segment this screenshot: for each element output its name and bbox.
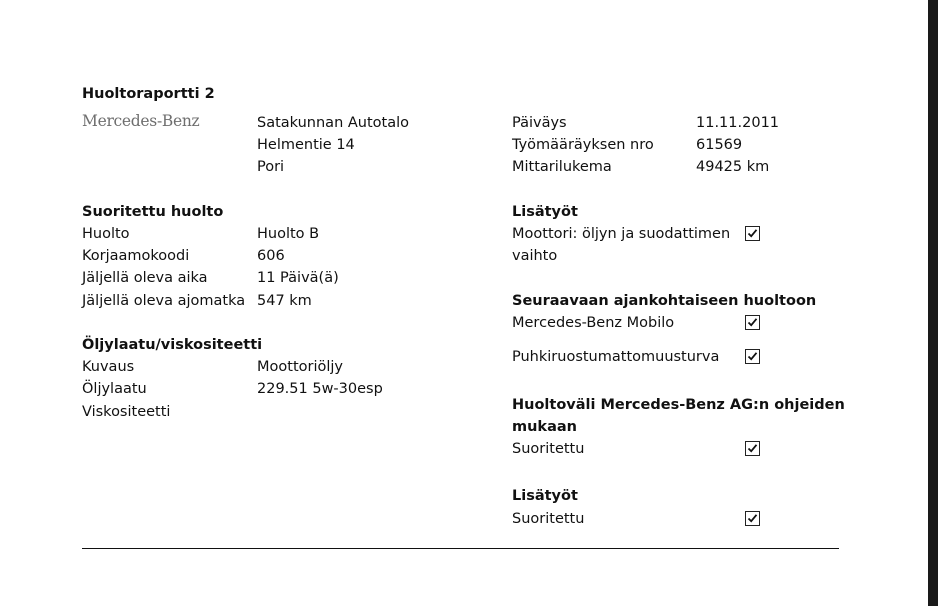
bottom-divider	[82, 548, 839, 549]
extra-work2-item-label: Suoritettu	[512, 511, 585, 527]
extra-work-checkbox[interactable]	[745, 226, 760, 241]
date-label: Päiväys	[512, 115, 567, 131]
checkmark-icon	[747, 228, 758, 239]
odometer-value: 49425 km	[696, 159, 770, 175]
odometer-label: Mittarilukema	[512, 159, 612, 175]
service-row-value: Huolto B	[257, 226, 320, 242]
checkmark-icon	[747, 317, 758, 328]
oil-row-value: 229.51 5w-30esp	[257, 381, 383, 397]
oil-row-label: Öljylaatu	[82, 381, 147, 397]
extra-work2-checkbox[interactable]	[745, 511, 760, 526]
next-service-heading: Seuraavaan ajankohtaiseen huoltoon	[512, 293, 817, 309]
service-row-value: 606	[257, 248, 285, 264]
interval-item-label: Suoritettu	[512, 441, 585, 457]
service-row-label: Korjaamokoodi	[82, 248, 190, 264]
oil-row-value: Moottoriöljy	[257, 359, 343, 375]
next-service-item-label: Puhkiruostumattomuusturva	[512, 349, 720, 365]
checkmark-icon	[747, 443, 758, 454]
extra-work-item-line2: vaihto	[512, 248, 558, 264]
interval-checkbox[interactable]	[745, 441, 760, 456]
extra-work-heading: Lisätyöt	[512, 204, 578, 220]
oil-row-label: Kuvaus	[82, 359, 135, 375]
service-row-label: Huolto	[82, 226, 130, 242]
rust-guarantee-checkbox[interactable]	[745, 349, 760, 364]
brand-logo: Mercedes-Benz	[82, 112, 200, 130]
dealer-street: Helmentie 14	[257, 137, 355, 153]
order-number-value: 61569	[696, 137, 743, 153]
date-value: 11.11.2011	[696, 115, 780, 131]
interval-heading-line1: Huoltoväli Mercedes-Benz AG:n ohjeiden	[512, 397, 845, 413]
service-row-label: Jäljellä oleva aika	[82, 270, 208, 286]
order-number-label: Työmääräyksen nro	[512, 137, 654, 153]
interval-heading-line2: mukaan	[512, 419, 577, 435]
page-right-edge	[928, 0, 938, 606]
oil-row-label: Viskositeetti	[82, 404, 171, 420]
service-row-value: 547 km	[257, 293, 312, 309]
extra-work2-heading: Lisätyöt	[512, 488, 578, 504]
service-heading: Suoritettu huolto	[82, 204, 224, 220]
dealer-city: Pori	[257, 159, 285, 175]
extra-work-item-line1: Moottori: öljyn ja suodattimen	[512, 226, 731, 242]
service-row-value: 11 Päivä(ä)	[257, 270, 339, 286]
mobilo-checkbox[interactable]	[745, 315, 760, 330]
oil-heading: Öljylaatu/viskositeetti	[82, 337, 263, 353]
report-title: Huoltoraportti 2	[82, 86, 215, 102]
next-service-item-label: Mercedes-Benz Mobilo	[512, 315, 675, 331]
checkmark-icon	[747, 351, 758, 362]
service-row-label: Jäljellä oleva ajomatka	[82, 293, 246, 309]
checkmark-icon	[747, 513, 758, 524]
dealer-name: Satakunnan Autotalo	[257, 115, 410, 131]
